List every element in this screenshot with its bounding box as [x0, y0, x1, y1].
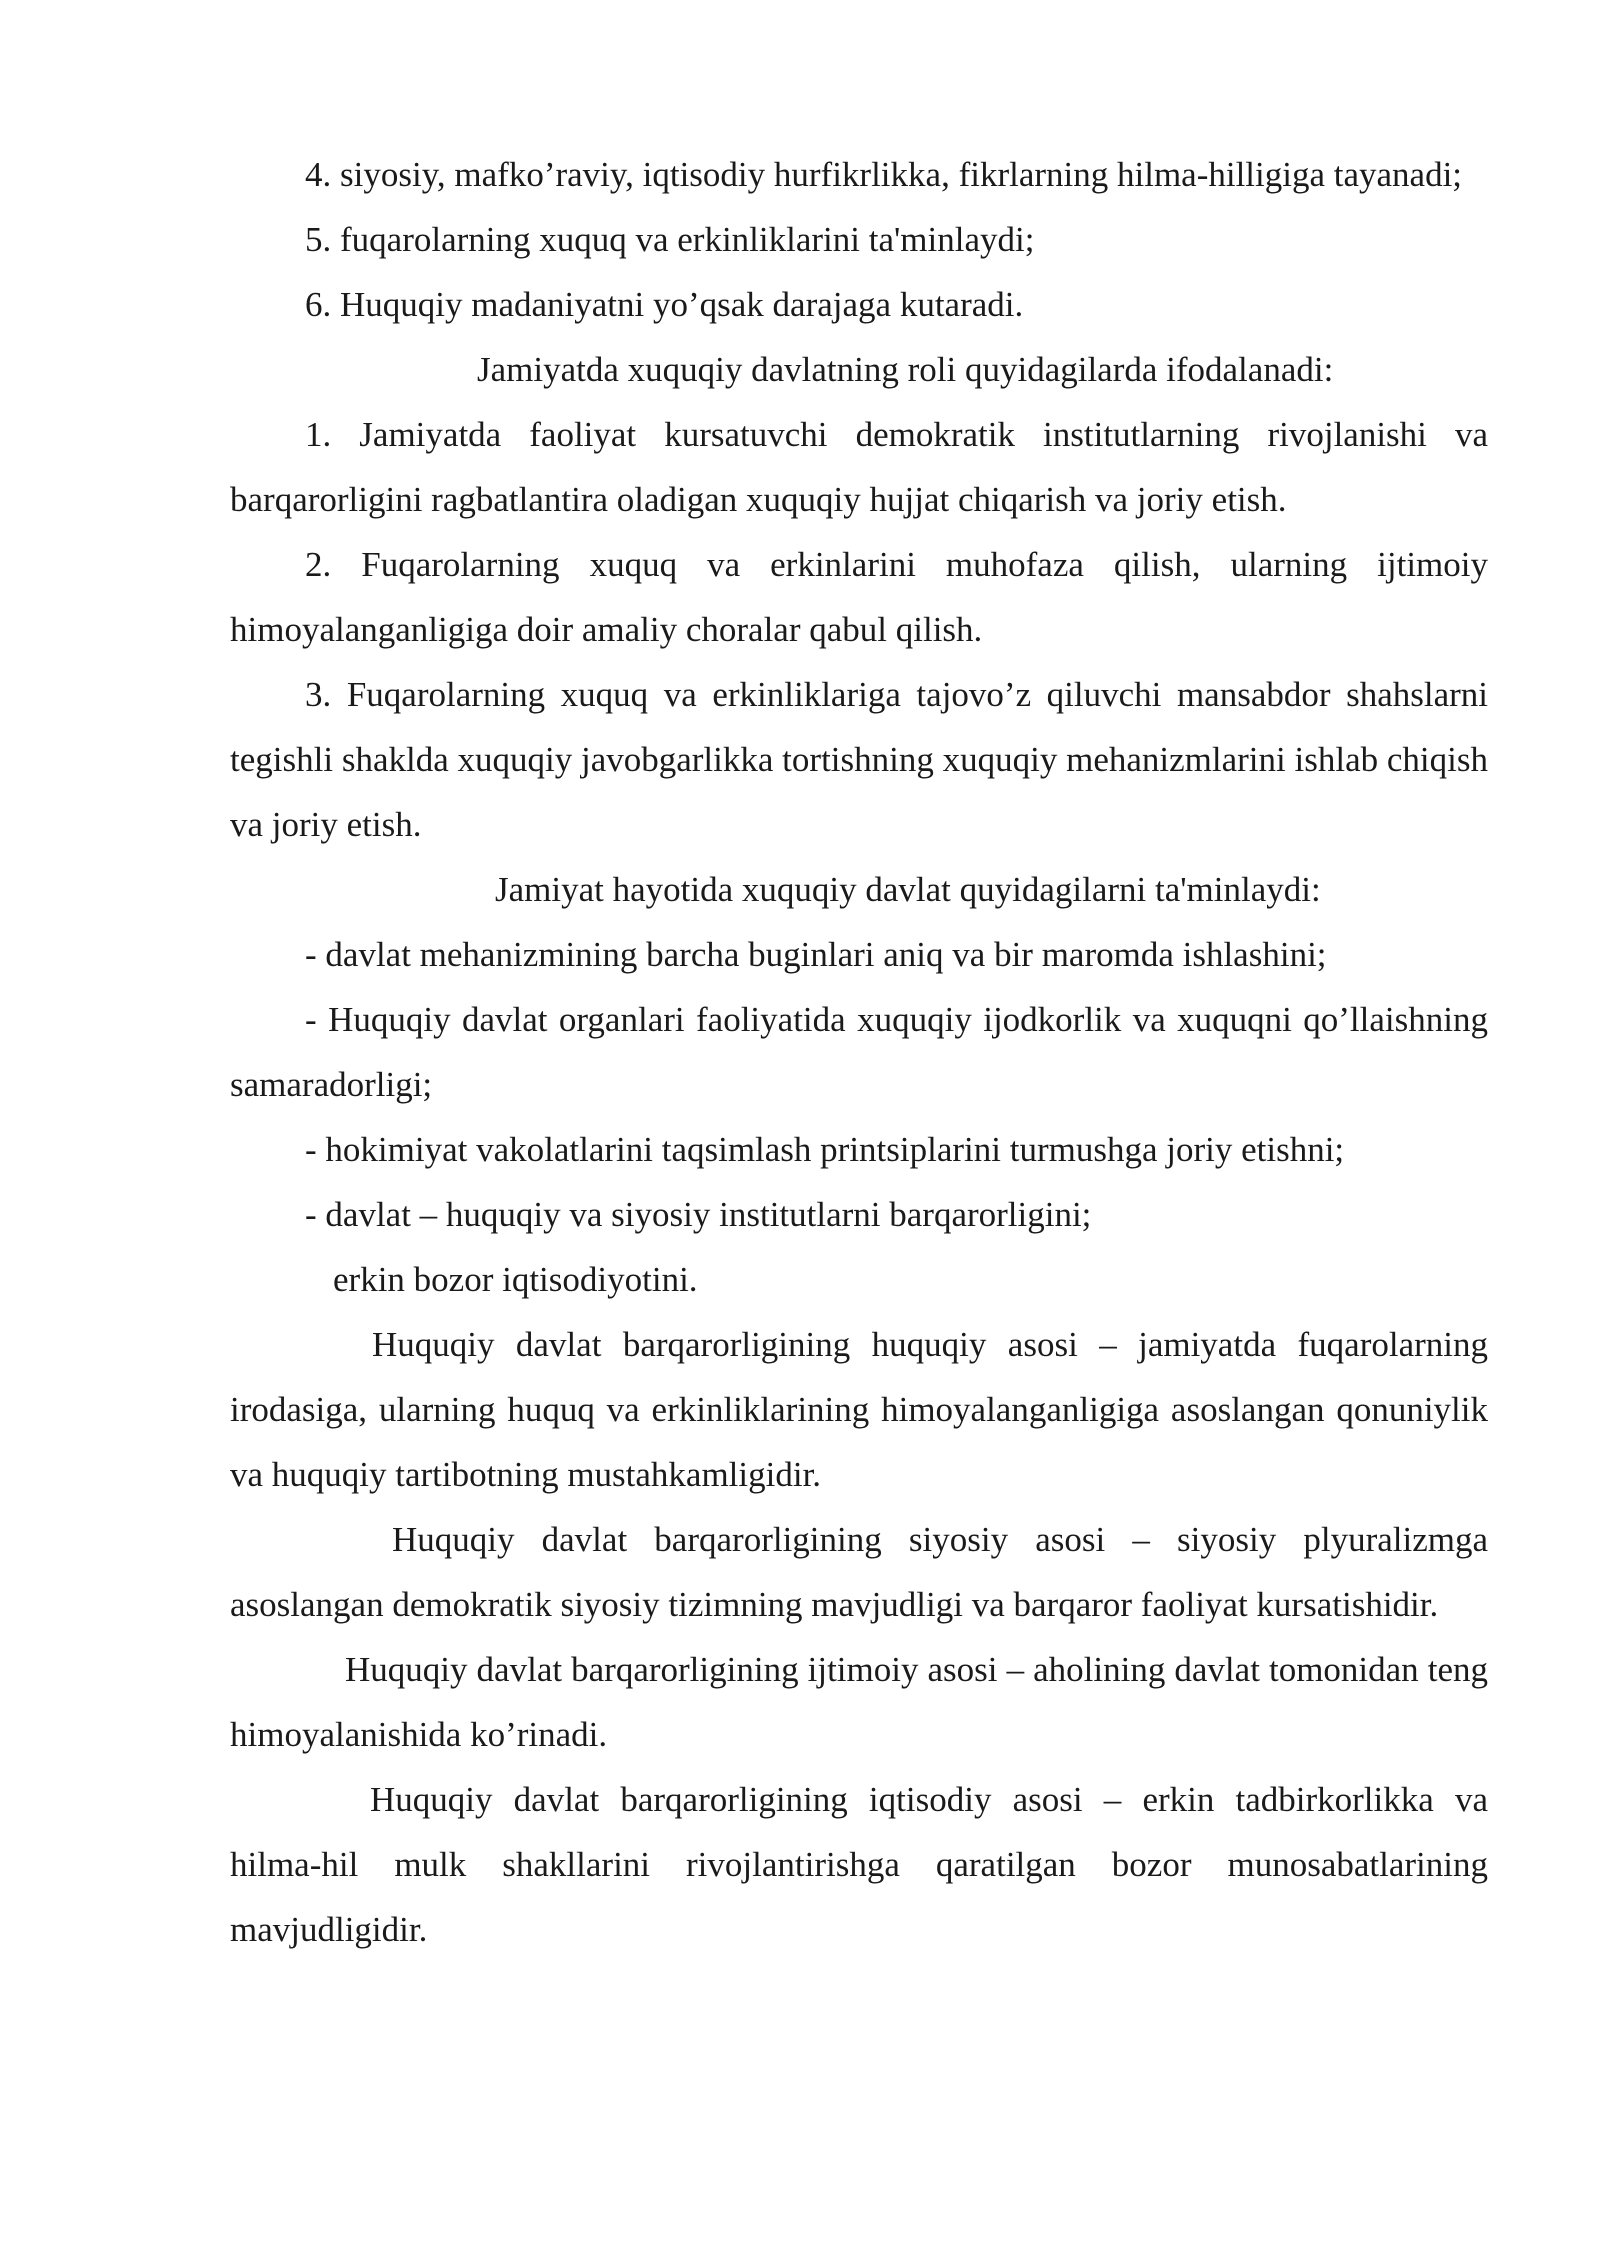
role-item-1: 1. Jamiyatda faoliyat kursatuvchi demokratik institutlarning rivojlanishi va barqarorligini ragbatlantira oladigan xuquqiy hujjat chiqarish va joriy etish. — [230, 415, 1488, 519]
role-item-2: 2. Fuqarolarning xuquq va erkinlarini muhofaza qilish, ularning ijtimoiy himoyalanganligiga doir amaliy choralar qabul qilish. — [230, 545, 1488, 649]
provides-item-2: - Huquqiy davlat organlari faoliyatida xuquqiy ijodkorlik va xuquqni qo’llaishning samaradorligi; — [230, 1000, 1488, 1104]
provides-item-5: erkin bozor iqtisodiyotini. — [333, 1260, 698, 1299]
social-basis-paragraph: Huquqiy davlat barqarorligining ijtimoiy asosi – aholining davlat tomonidan teng himoyalanishida ko’rinadi. — [230, 1650, 1488, 1754]
political-basis-paragraph: Huquqiy davlat barqarorligining siyosiy asosi – siyosiy plyuralizmga asoslangan demokratik siyosiy tizimning mavjudligi va barqaror faoliyat kursatishidir. — [230, 1520, 1488, 1624]
list-item-4: 4. siyosiy, mafko’raviy, iqtisodiy hurfikrlikka, fikrlarning hilma-hilligiga tayanadi; — [305, 155, 1463, 194]
list-item-6: 6. Huquqiy madaniyatni yo’qsak darajaga kutaradi. — [305, 285, 1024, 324]
provides-item-4: - davlat – huquqiy va siyosiy institutlarni barqarorligini; — [305, 1195, 1092, 1234]
legal-basis-paragraph: Huquqiy davlat barqarorligining huquqiy asosi – jamiyatda fuqarolarning irodasiga, ularning huquq va erkinliklarining himoyalanganligiga asoslangan qonuniylik va huquqiy tartibotning mustahkamligidir. — [230, 1325, 1488, 1494]
economic-basis-paragraph: Huquqiy davlat barqarorligining iqtisodiy asosi – erkin tadbirkorlikka va hilma-hil mulk shakllarini rivojlantirishga qaratilgan bozor munosabatlarining mavjudligidir. — [230, 1780, 1488, 1949]
list-item-5: 5. fuqarolarning xuquq va erkinliklarini ta'minlaydi; — [305, 220, 1035, 259]
document-body — [230, 142, 1488, 1962]
section-heading-role: Jamiyatda xuquqiy davlatning roli quyidagilarda ifodalanadi: — [477, 350, 1334, 389]
provides-item-3: - hokimiyat vakolatlarini taqsimlash printsiplarini turmushga joriy etishni; — [305, 1130, 1345, 1169]
role-item-3: 3. Fuqarolarning xuquq va erkinliklariga tajovo’z qiluvchi mansabdor shahslarni tegishli shaklda xuquqiy javobgarlikka tortishning xuquqiy mehanizmlarini ishlab chiqish va joriy etish. — [230, 675, 1488, 844]
section-heading-provides: Jamiyat hayotida xuquqiy davlat quyidagilarni ta'minlaydi: — [495, 870, 1321, 909]
provides-item-1: - davlat mehanizmining barcha buginlari aniq va bir maromda ishlashini; — [305, 935, 1327, 974]
